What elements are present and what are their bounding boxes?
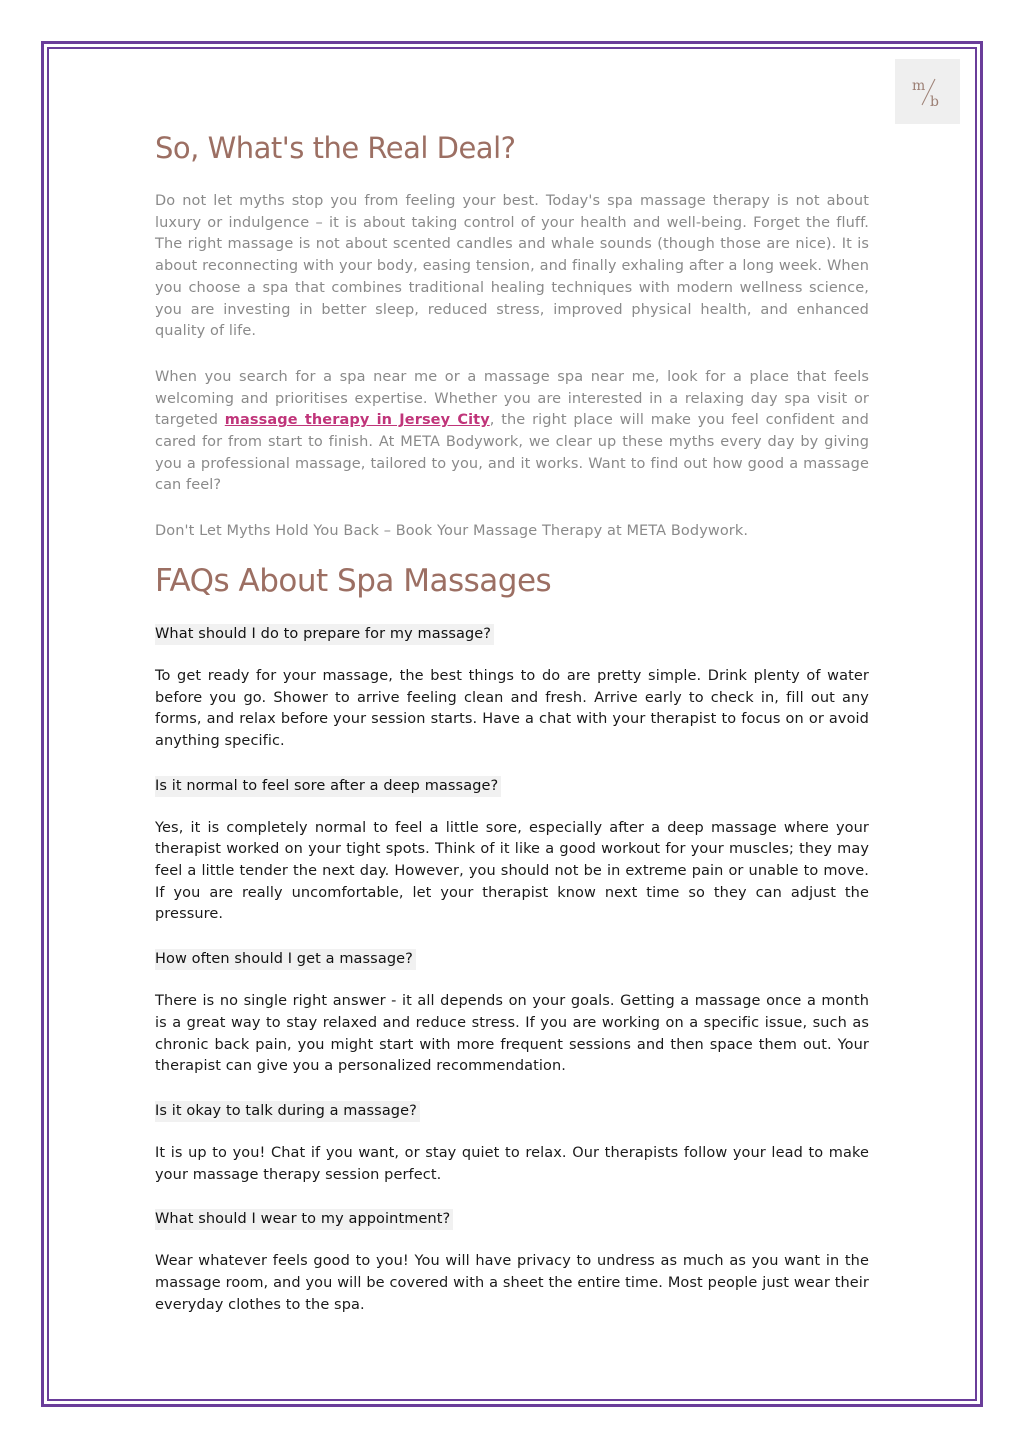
logo-letter-b: b [929, 93, 939, 110]
brand-logo [895, 59, 960, 124]
massage-therapy-jersey-city-link[interactable]: massage therapy in Jersey City [224, 412, 490, 429]
faq-question: What should I wear to my appointment? [155, 1209, 453, 1230]
faq-item [155, 948, 869, 970]
cta-line: Don't Let Myths Hold You Back – Book Your Massage Therapy at META Bodywork. [155, 523, 749, 540]
faq-answer: To get ready for your massage, the best things to do are pretty simple. Drink plenty of water before you go. Shower to arrive feeling clean and fresh. Arrive early to check in, fill out any forms, and relax before your session starts. Have a chat with your therapist to focus on or avoid anything specific. [155, 667, 869, 749]
faq-answer: Yes, it is completely normal to feel a little sore, especially after a deep massage where your therapist worked on your tight spots. Think of it like a good workout for your muscles; they may feel a little tender the next day. However, you should not be in extreme pain or unable to move. If you are really uncomfortable, let your therapist know next time so they can adjust the pressure. [155, 819, 869, 923]
faq-answer: Wear whatever feels good to you! You will have privacy to undress as much as you want in the massage room, and you will be covered with a sheet the entire time. Most people just wear their everyday clothes to the spa. [155, 1253, 869, 1313]
logo-letter-m: m [911, 77, 925, 94]
faq-question: What should I do to prepare for my massage? [155, 624, 494, 645]
main-content [155, 128, 869, 1317]
faq-question: How often should I get a massage? [155, 949, 416, 970]
faq-item [155, 1208, 869, 1230]
search-paragraph-text-start: When you search for a spa near me or a massage spa near me, look for a place that feels welcoming and prioritises expertise. Whether you are interested in a relaxing day spa visit or targeted [155, 368, 869, 429]
faq-answer: It is up to you! Chat if you want, or stay quiet to relax. Our therapists follow your lead to make your massage therapy session perfect. [155, 1144, 869, 1183]
section-heading-real-deal: So, What's the Real Deal? [155, 131, 516, 165]
faq-item [155, 623, 869, 645]
faq-item [155, 775, 869, 797]
faq-answer: There is no single right answer - it all depends on your goals. Getting a massage once a month is a great way to stay relaxed and reduce stress. If you are working on a specific issue, such as chronic back pain, you might start with more frequent sessions and then space them out. Your therapist can give you a personalized recommendation. [155, 993, 869, 1075]
faq-question: Is it okay to talk during a massage? [155, 1101, 420, 1122]
intro-paragraph: Do not let myths stop you from feeling your best. Today's spa massage therapy is not about luxury or indulgence – it is about taking control of your health and well-being. Forget the fluff. The right massage is not about scented candles and whale sounds (though those are nice). It is about reconnecting with your body, easing tension, and finally exhaling after a long week. When you choose a spa that combines traditional healing techniques with modern wellness science, you are investing in better sleep, reduced stress, improved physical health, and enhanced quality of life. [155, 193, 869, 340]
faq-item [155, 1100, 869, 1122]
faq-heading: FAQs About Spa Massages [155, 562, 552, 599]
faq-question: Is it normal to feel sore after a deep massage? [155, 776, 501, 797]
search-paragraph [155, 367, 869, 497]
monogram-logo-icon [908, 72, 948, 112]
search-paragraph-text-end: , the right place will make you feel confident and cared for from start to finish. At META Bodywork, we clear up these myths every day by giving you a professional massage, tailored to you, and it works. Want to find out how good a massage can feel? [155, 412, 869, 494]
